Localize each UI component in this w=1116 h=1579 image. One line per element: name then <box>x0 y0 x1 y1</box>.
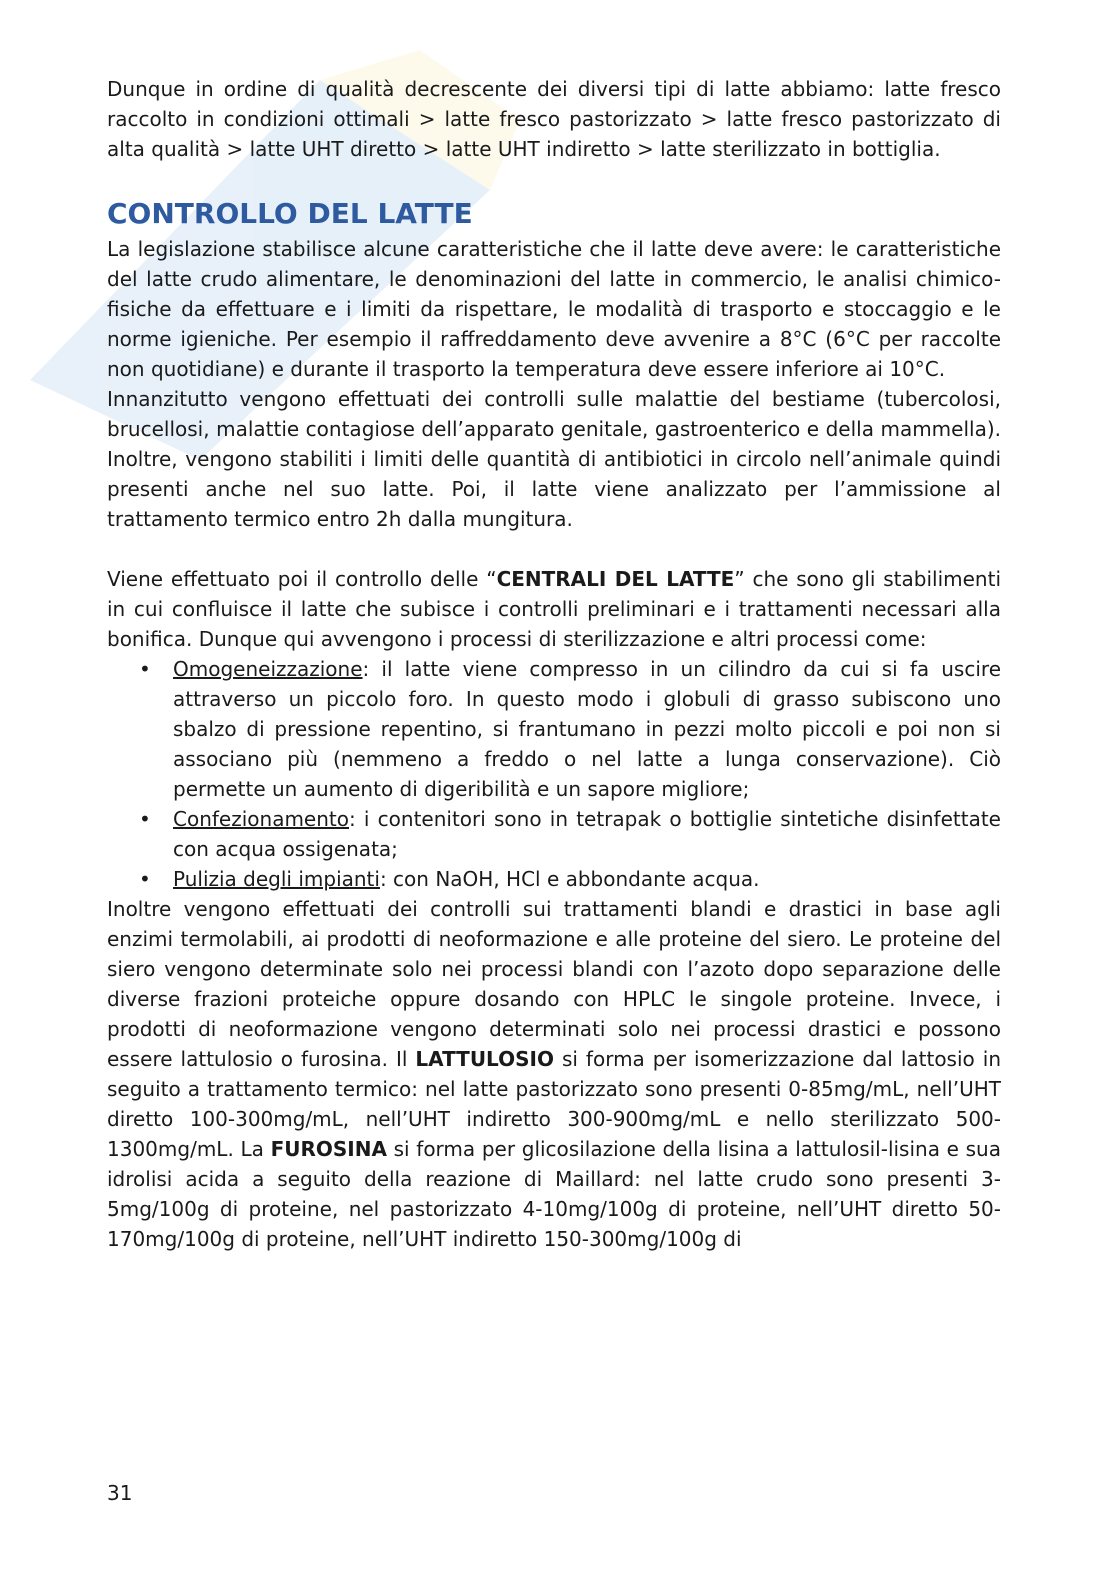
list-item-term: Pulizia degli impianti <box>173 867 380 891</box>
list-item: • Omogeneizzazione: il latte viene compresso in un cilindro da cui si fa uscire attraverso un piccolo foro. In questo modo i globuli di grasso subiscono uno sbalzo di pressione repentino, si frantumano in pezzi molto piccoli e poi non si associano più (nemmeno a freddo o nel latte a lunga conservazione). Ciò permette un aumento di digeribilità e un sapore migliore; <box>173 654 1001 804</box>
furosina-term: FUROSINA <box>270 1137 387 1161</box>
centrali-term: CENTRALI DEL LATTE <box>496 567 735 591</box>
legislation-paragraph: La legislazione stabilisce alcune caratteristiche che il latte deve avere: le caratteristiche del latte crudo alimentare, le denominazioni del latte in commercio, le analisi chimico-fisiche da effettuare e i limiti da rispettare, le modalità di trasporto e stoccaggio e le norme igieniche. Per esempio il raffreddamento deve avvenire a 8°C (6°C per raccolte non quotidiane) e durante il trasporto la temperatura deve essere inferiore ai 10°C. <box>107 237 1001 381</box>
list-item: • Pulizia degli impianti: con NaOH, HCl e abbondante acqua. <box>173 864 1001 894</box>
list-item-term: Confezionamento <box>173 807 349 831</box>
centrali-paragraph: Viene effettuato poi il controllo delle “CENTRALI DEL LATTE” che sono gli stabilimenti in cui confluisce il latte che subisce i controlli preliminari e i trattamenti necessari alla bonifica. Dunque qui avvengono i processi di sterilizzazione e altri processi come: <box>107 567 1002 651</box>
process-list <box>107 654 1001 894</box>
page-number: 31 <box>107 1481 133 1505</box>
document-page <box>107 74 1001 1254</box>
treatments-paragraph: Inoltre vengono effettuati dei controlli sui trattamenti blandi e drastici in base agli enzimi termolabili, ai prodotti di neoformazione e alle proteine del siero. Le proteine del siero vengono determinate solo nei processi blandi con l’azoto dopo separazione delle diverse frazioni proteiche oppure dosando con HPLC le singole proteine. Invece, i prodotti di neoformazione vengono determinati solo nei processi drastici e possono essere lattulosio o furosina. Il LATTULOSIO si forma per isomerizzazione dal lattosio in seguito a trattamento termico: nel latte pastorizzato sono presenti 0-85mg/mL, nell’UHT diretto 100-300mg/mL, nell’UHT indiretto 300-900mg/mL e nello sterilizzato 500-1300mg/mL. La FUROSINA si forma per glicosilazione della lisina a lattulosil-lisina e sua idrolisi acida a seguito della reazione di Maillard: nel latte crudo sono presenti 3-5mg/100g di proteine, nel pastorizzato 4-10mg/100g di proteine, nell’UHT diretto 50-170mg/100g di proteine, nell’UHT indiretto 150-300mg/100g di <box>107 897 1002 1251</box>
section-heading: CONTROLLO DEL LATTE <box>107 197 473 230</box>
controls-paragraph: Innanzitutto vengono effettuati dei controlli sulle malattie del bestiame (tubercolosi, brucellosi, malattie contagiose dell’apparato genitale, gastroenterico e della mammella). Inoltre, vengono stabiliti i limiti delle quantità di antibiotici in circolo nell’animale quindi presenti anche nel suo latte. Poi, il latte viene analizzato per l’ammissione al trattamento termico entro 2h dalla mungitura. <box>107 387 1001 531</box>
list-item: • Confezionamento: i contenitori sono in tetrapak o bottiglie sintetiche disinfettate con acqua ossigenata; <box>173 804 1001 864</box>
intro-paragraph: Dunque in ordine di qualità decrescente dei diversi tipi di latte abbiamo: latte fresco raccolto in condizioni ottimali > latte fresco pastorizzato > latte fresco pastorizzato di alta qualità > latte UHT diretto > latte UHT indiretto > latte sterilizzato in bottiglia. <box>107 77 1001 161</box>
lattulosio-term: LATTULOSIO <box>415 1047 554 1071</box>
list-item-term: Omogeneizzazione <box>173 657 363 681</box>
